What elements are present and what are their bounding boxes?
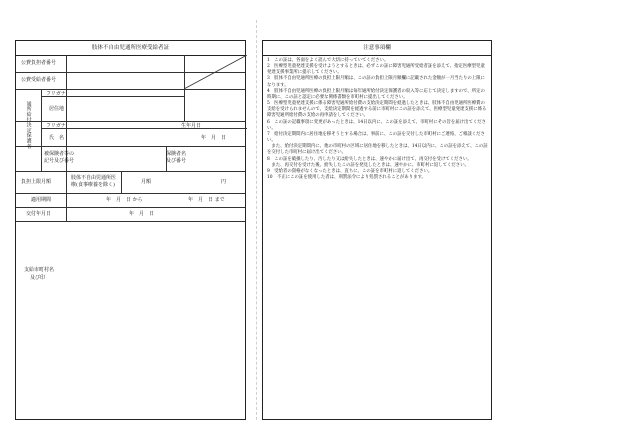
- note-item: また、給付決定期間内に、他の市町村の区域に居住地を移したときは、14日以内に、この証を添えて、この証を交付した市町村に届け出てください。: [267, 144, 488, 156]
- guardian-vertical-label: 通所給付決定保護者: [25, 101, 32, 149]
- note-item: 6 この証の記載事項に変更があったときは、14日以内に、この証を添えて、市町村にその旨を届け出てください。: [267, 119, 487, 131]
- yen-label: 円: [221, 179, 227, 185]
- furigana-label-2: フリガナ: [46, 123, 66, 129]
- provider-number-label: 公費負担者番号: [21, 60, 57, 66]
- name-label: 氏 名: [49, 135, 65, 141]
- note-item: また、再交付を受けた後、紛失したこの証を発見したときは、速やかに、市町村に返してください。: [267, 162, 469, 168]
- certificate-title: 肢体不自由児通所医療受給者証: [16, 41, 245, 56]
- note-item: 5 医療型児童発達支援に係る障害児通所給付費の支給決定期間を経過したときは、肢体不自由児通所医療費の支給を受けられませんので、支給決定期間を経過する前に市町村にこの証を添えて、医療型児童発達支援に係る障害児通所給付費の支給の再申請をしてください。: [267, 101, 487, 119]
- row-divider: [16, 193, 245, 194]
- birthdate-value: 年 月 日: [201, 135, 227, 141]
- page-fold-line: [256, 20, 257, 420]
- municipality-label-2: 及び印: [30, 275, 46, 281]
- col-divider: [66, 55, 67, 89]
- period-label: 適用期間: [31, 197, 52, 203]
- note-item: 8 この証を破損したり、汚したり又は紛失したときは、速やかに届け出て、再交付を受けてください。: [267, 156, 472, 162]
- note-item: 4 肢体不自由児通所医療の負担上限月額は毎年通所給付決定保護者の収入等に応じて決定しますので、所定の時期に、この証と認定に必要な関係書類を市町村に提出してください。: [267, 88, 485, 100]
- col-divider: [184, 89, 185, 121]
- address-label: 居住地: [49, 106, 65, 112]
- insured-number-label: 被保険者等の: [44, 151, 75, 157]
- row-divider: [16, 221, 245, 222]
- issue-date-value: 年 月 日: [129, 211, 155, 217]
- period-start: 年 月 日 から: [106, 197, 143, 203]
- recipient-number-label: 公費受給者番号: [21, 77, 57, 83]
- note-item: 9 受給者の資格がなくなったときは、直ちに、この証を市町村に返してください。: [267, 168, 433, 174]
- burden-limit-label: 負担上限月額: [21, 179, 52, 185]
- col-divider: [121, 171, 122, 193]
- birthdate-label: 生年月日: [181, 123, 202, 129]
- col-divider: [41, 89, 42, 171]
- row-divider: [16, 89, 245, 90]
- void-diagonal: [184, 55, 247, 89]
- notes-panel: [262, 40, 492, 420]
- burden-limit-desc-2: 療(食事療養を除く): [71, 182, 115, 188]
- note-item: 7 給付決定期間内に居住地を移そうとする場合は、事前に、この証を交付した市町村にご連絡、ご相談ください。: [267, 131, 485, 144]
- certificate-form: [15, 40, 246, 420]
- monthly-label: 月額: [141, 179, 152, 185]
- row-divider: [16, 171, 245, 172]
- note-item: 3 肢体不自由児通所医療の負担上限月額は、この証の負担上限月額欄に記載された金額が一月当たりの上限になります。: [267, 76, 485, 88]
- period-end: 年 月 日 まで: [188, 197, 225, 203]
- notes-list: [267, 58, 489, 181]
- note-item: 10 不正にこの証を使用した者は、刑罰法令により処罰されることがあります。: [267, 174, 426, 180]
- burden-limit-desc: 肢体不自由児通所医: [71, 175, 117, 181]
- furigana-label: フリガナ: [46, 91, 66, 97]
- row-divider: [16, 207, 245, 208]
- insured-number-label-2: 記号及び番号: [44, 158, 75, 164]
- municipality-label: 支給市町村名: [24, 267, 55, 273]
- row-divider: [16, 146, 245, 147]
- row-divider: [41, 128, 247, 129]
- notes-title: 注意事項欄: [263, 41, 491, 56]
- issue-date-label: 交付年月日: [26, 211, 52, 217]
- note-item: 2 医療型児童発達支援を受けようとするときは、必ずこの証に障害児通所受給者証を添えて、指定医療型児童発達支援事業所に提示してください。: [267, 64, 485, 76]
- insurer-label-2: 及び番号: [166, 158, 187, 164]
- note-item: 1 この証は、各面をよく読んで大切に持っていてください。: [267, 58, 389, 63]
- insurer-label: 保険者名: [166, 151, 187, 157]
- row-divider: [16, 121, 245, 122]
